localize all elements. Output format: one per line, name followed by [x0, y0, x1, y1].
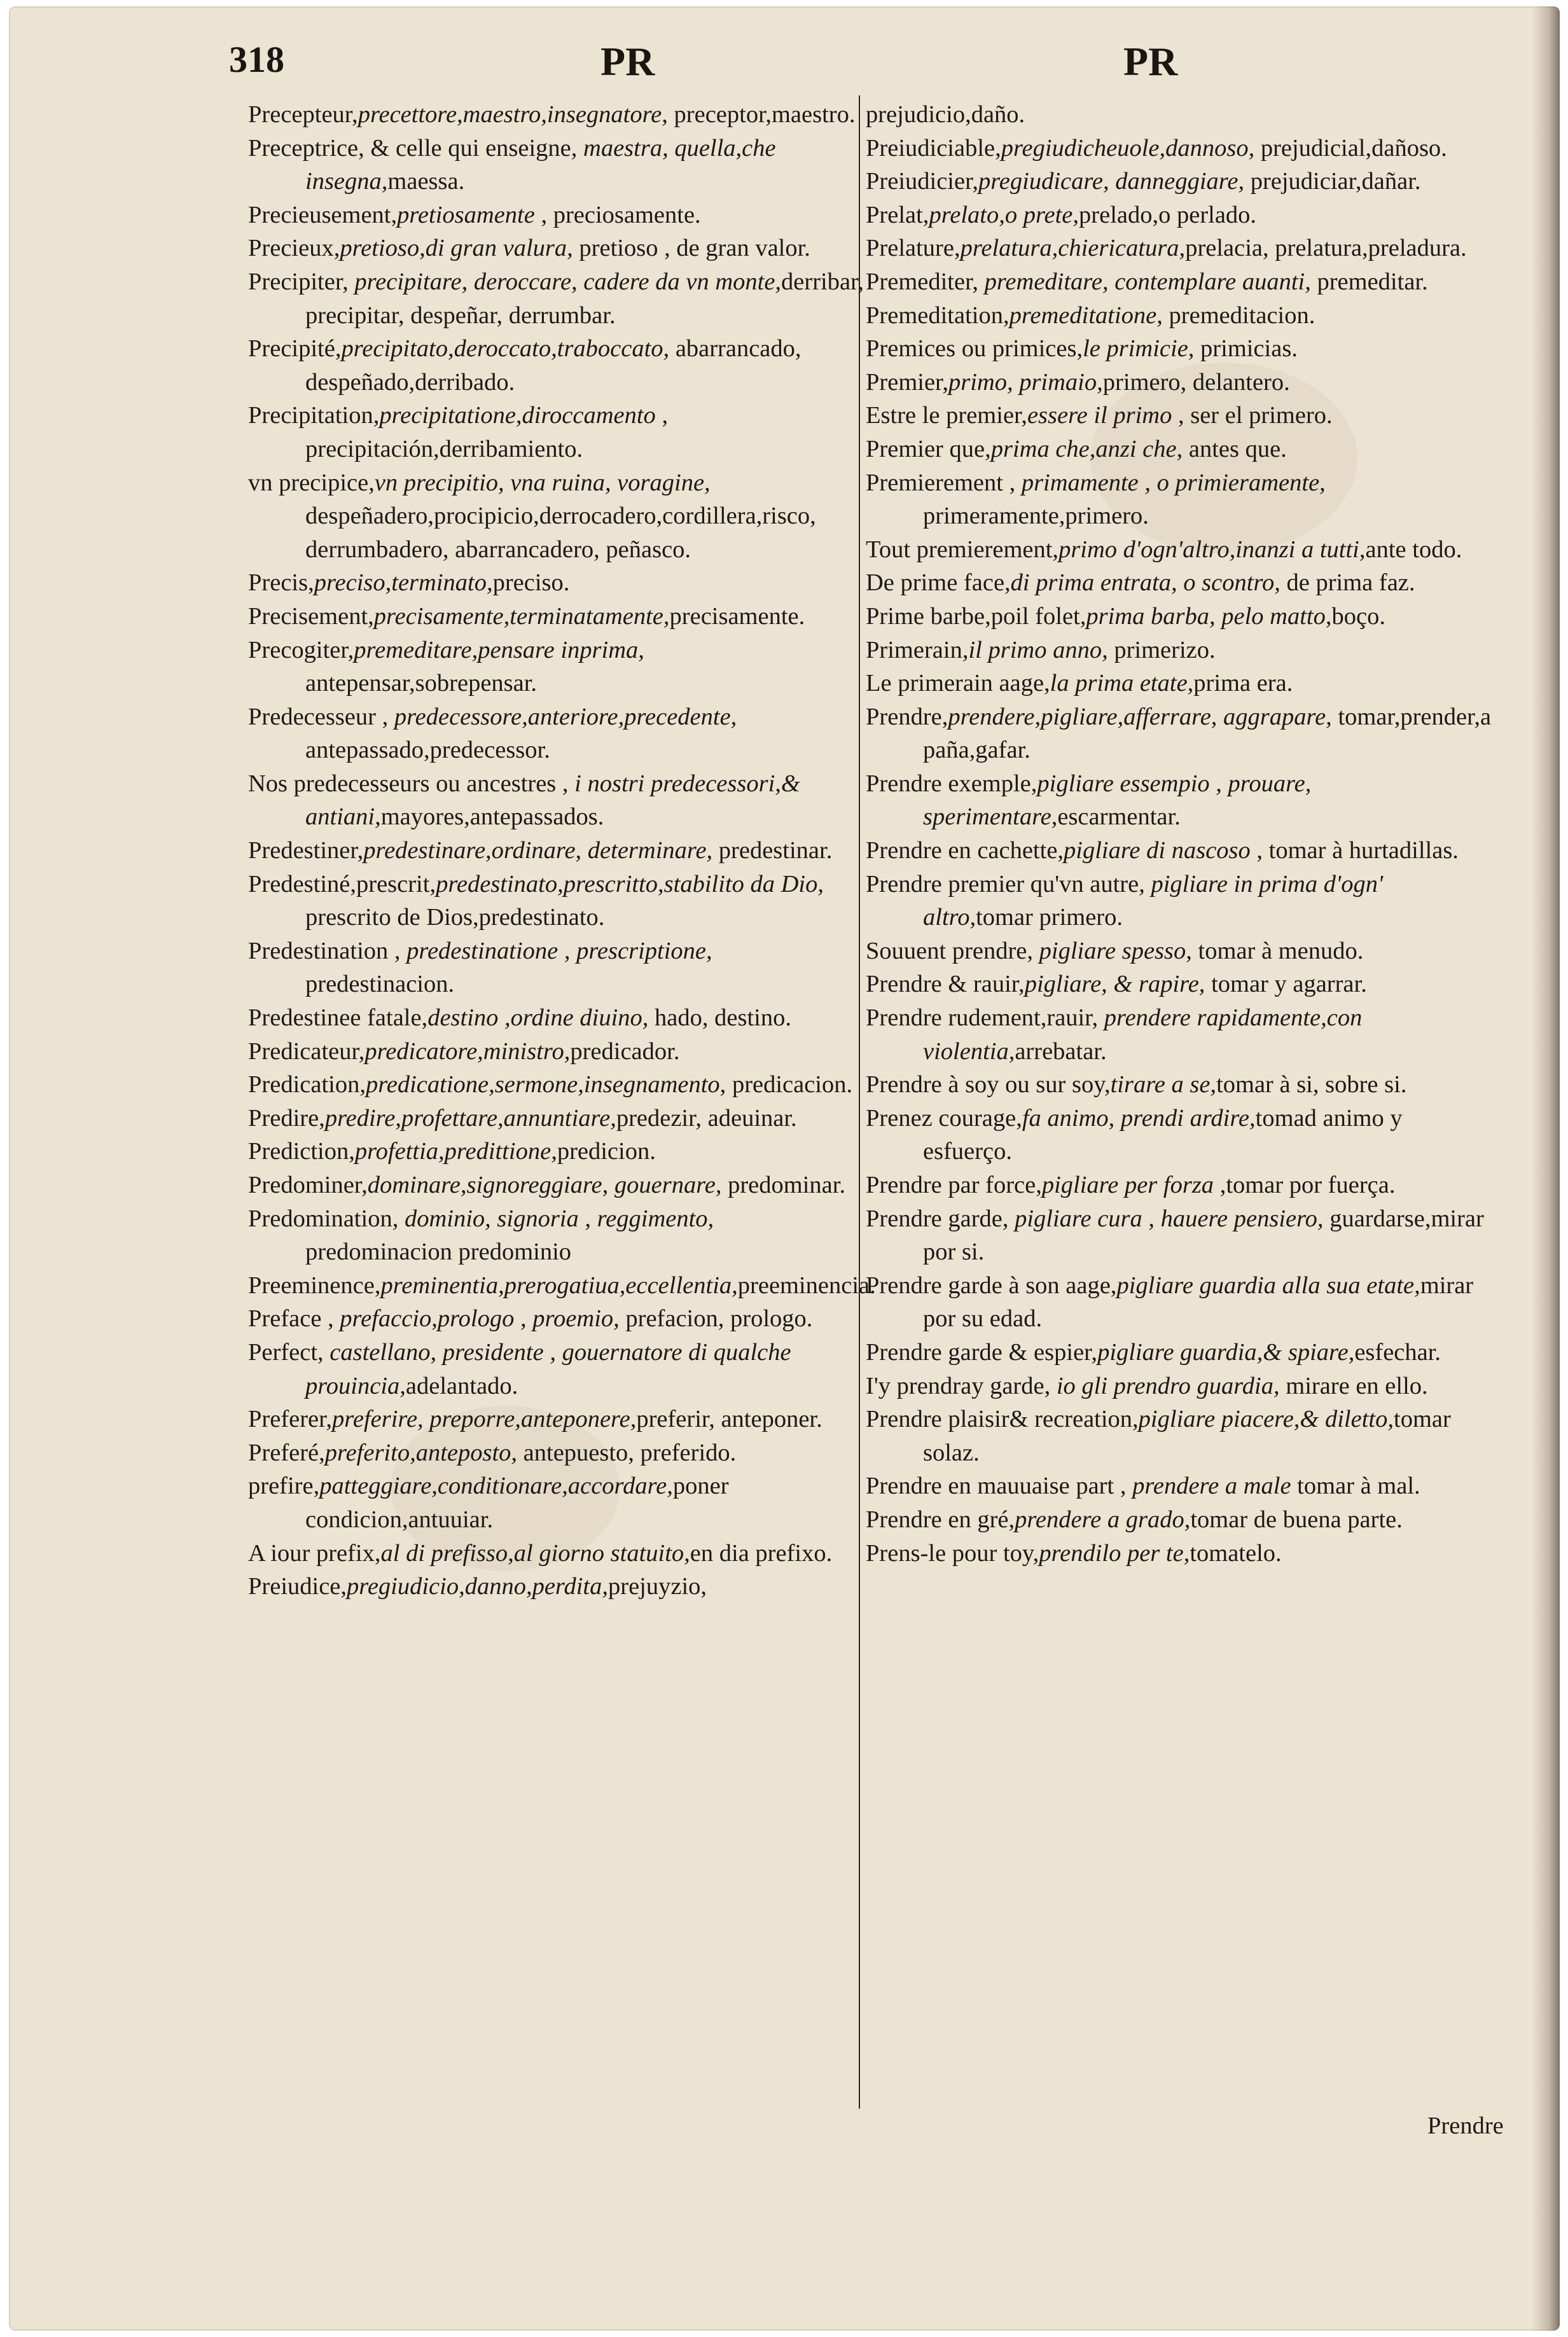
entry-spanish: prelacia, prelatura,preladura. — [1185, 235, 1467, 262]
entry-spanish: , preceptor,maestro. — [662, 101, 856, 128]
entry-headword: Predecesseur , — [248, 703, 394, 730]
entry-spanish: esfechar. — [1354, 1338, 1441, 1366]
entry-italian: preminentia,prerogatiua,eccellentia, — [380, 1272, 738, 1299]
entry-headword: Tout premierement, — [866, 536, 1059, 563]
dictionary-entry — [248, 1168, 865, 1202]
entry-italian: prendere a male — [1132, 1473, 1291, 1500]
entry-italian: prelatura,chiericatura, — [960, 235, 1186, 262]
entry-italian: prima barba, pelo matto, — [1086, 602, 1332, 630]
entry-headword: I'y prendray garde, — [866, 1372, 1057, 1399]
entry-italian: pregiudicheuole,dannoso, — [1001, 134, 1255, 162]
entry-italian: maestra, quella,che insegna, — [305, 134, 776, 195]
entry-headword: De prime face, — [866, 569, 1011, 597]
dictionary-entry — [248, 868, 865, 934]
entry-italian: pigliare guardia alla sua etate, — [1116, 1272, 1420, 1299]
entry-italian: castellano, presidente , gouernatore di qualche prouincia, — [305, 1338, 791, 1399]
entry-italian: prima che,anzi che, — [990, 435, 1183, 462]
entry-headword: Predestiné,prescrit, — [248, 870, 436, 898]
entry-spanish: antepuesto, preferido. — [517, 1439, 737, 1466]
dictionary-entry — [866, 834, 1495, 868]
entry-italian: pigliare spesso, — [1039, 937, 1192, 964]
entry-headword: Precipité, — [248, 335, 342, 363]
entry-headword: Preface , — [248, 1305, 340, 1333]
entry-spanish: pretioso , de gran valor. — [572, 235, 810, 262]
dictionary-entry — [248, 466, 865, 567]
dictionary-entry — [248, 1035, 865, 1069]
entry-spanish: escarmentar. — [1057, 803, 1181, 831]
dictionary-entry — [866, 533, 1495, 567]
entry-italian: i nostri predecessori,& antiani, — [305, 770, 800, 831]
entry-spanish: maessa. — [387, 168, 465, 195]
entry-headword: Premier que, — [866, 435, 991, 462]
dictionary-entry — [866, 1370, 1495, 1403]
entry-italian: predecessore,anteriore,precedente, — [394, 703, 737, 730]
entry-headword: Precepteur, — [248, 101, 358, 128]
entry-spanish: primicias. — [1194, 335, 1298, 363]
entry-spanish: tomar à mal. — [1291, 1473, 1420, 1500]
entry-headword: Preferé, — [248, 1439, 325, 1466]
entry-italian: prefaccio,prologo , proemio, — [340, 1305, 620, 1333]
entry-headword: Preiudice, — [248, 1573, 347, 1600]
entry-italian: predicatione,sermone,insegnamento, — [365, 1071, 726, 1099]
entry-italian: prendere rapidamente,con violentia, — [923, 1004, 1363, 1065]
entry-italian: al di prefisso,al giorno statuito, — [380, 1539, 690, 1567]
entry-italian: preferire, preporre,anteponere, — [332, 1406, 637, 1433]
entry-spanish: boço. — [1331, 602, 1385, 630]
entry-headword: Estre le premier, — [866, 402, 1027, 429]
book-page — [9, 6, 1560, 2331]
entry-italian: pregiudicare, danneggiare, — [978, 168, 1245, 195]
dictionary-entry — [866, 667, 1495, 700]
entry-italian: pigliare guardia,& spiare, — [1097, 1338, 1355, 1366]
entry-spanish: mirar por su edad. — [923, 1272, 1474, 1333]
entry-italian: predire,profettare,annuntiare, — [324, 1104, 616, 1132]
entry-headword: Prenez courage, — [866, 1104, 1022, 1132]
entry-spanish: de prima faz. — [1280, 569, 1415, 597]
dictionary-entry — [248, 1068, 865, 1102]
dictionary-entry — [248, 1469, 865, 1536]
dictionary-entry — [866, 934, 1495, 968]
running-head-left: PR — [600, 39, 655, 84]
entry-headword: Precipiter, — [248, 268, 355, 295]
dictionary-entry — [866, 868, 1495, 934]
entry-headword: Prendre à soy ou sur soy, — [866, 1071, 1111, 1099]
entry-italian: preferito,anteposto, — [324, 1439, 518, 1466]
dictionary-entry — [866, 332, 1495, 366]
entry-italian: primo d'ogn'altro,inanzi a tutti, — [1058, 536, 1366, 563]
dictionary-entry — [866, 265, 1495, 299]
entry-headword: Prelature, — [866, 235, 961, 262]
entry-headword: Prendre exemple, — [866, 770, 1037, 797]
entry-spanish: , precipitación,derribamiento. — [305, 402, 669, 462]
entry-spanish: ,tomar por fuerça. — [1214, 1172, 1396, 1198]
entry-spanish: preciso. — [492, 569, 570, 597]
entry-italian: di prima entrata, o scontro, — [1010, 569, 1280, 597]
entry-headword: Le primerain aage, — [866, 670, 1050, 697]
dictionary-entry — [866, 198, 1495, 232]
entry-italian: precipitare, deroccare, cadere da vn monte, — [354, 268, 782, 295]
entry-italian: profettia,predittione, — [354, 1138, 557, 1165]
entry-italian: prelato,o prete, — [929, 201, 1079, 228]
entry-spanish: , preciosamente. — [534, 201, 701, 228]
entry-italian: pigliare, & rapire, — [1024, 971, 1205, 998]
entry-headword: Preiudiciable, — [866, 134, 1001, 162]
dictionary-entry — [248, 1135, 865, 1168]
dictionary-entry — [248, 1537, 865, 1571]
entry-spanish: prejudicial,dañoso. — [1254, 134, 1447, 162]
dictionary-entry — [248, 767, 865, 834]
dictionary-entry — [248, 1436, 865, 1470]
entry-spanish: antes que. — [1183, 435, 1287, 462]
entry-headword: A iour prefix, — [248, 1539, 381, 1567]
entry-headword: Precis, — [248, 569, 314, 597]
entry-spanish: prescrito de Dios,predestinato. — [305, 904, 605, 931]
entry-headword: Predestination , — [248, 937, 407, 964]
dictionary-entry — [866, 1102, 1495, 1168]
entry-italian: premeditatione, — [1009, 302, 1163, 329]
entry-headword: Precieusement, — [248, 201, 398, 228]
entry-headword: Predire, — [248, 1104, 325, 1132]
dictionary-entry — [248, 98, 865, 132]
entry-italian: tirare a se, — [1110, 1071, 1217, 1099]
entry-spanish: tomar de buena parte. — [1190, 1506, 1403, 1533]
entry-headword: Preferer, — [248, 1406, 333, 1433]
dictionary-entry — [248, 399, 865, 466]
entry-italian: destino ,ordine diuino, — [427, 1004, 649, 1032]
entry-headword: Predominer, — [248, 1172, 368, 1198]
entry-italian: predestinare,ordinare, determinare, — [363, 837, 713, 864]
dictionary-entry — [866, 132, 1495, 165]
right-column — [866, 98, 1495, 1570]
entry-headword: Precipitation, — [248, 402, 380, 429]
entry-italian: pigliare essempio , prouare, sperimentare, — [923, 770, 1312, 831]
dictionary-entry — [866, 700, 1495, 767]
dictionary-entry — [248, 1001, 865, 1035]
entry-italian: preciso,terminato, — [314, 569, 493, 597]
entry-italian: pigliare di nascoso — [1064, 837, 1251, 864]
dictionary-entry — [866, 399, 1495, 433]
entry-italian: pigliare in prima d'ogn' altro, — [923, 870, 1384, 931]
entry-italian: vn precipitio, vna ruina, voragine, — [374, 469, 711, 496]
entry-spanish: tomatelo. — [1190, 1539, 1282, 1567]
entry-spanish: derribar, precipitar, despeñar, derrumbar. — [305, 268, 864, 329]
entry-spanish: precisamente. — [669, 602, 805, 630]
dictionary-entry — [866, 967, 1495, 1001]
entry-spanish: , tomar à hurtadillas. — [1250, 837, 1459, 864]
entry-italian: pigliare cura , hauere pensiero, — [1015, 1205, 1324, 1232]
entry-italian: precipitato,deroccato,traboccato, — [341, 335, 670, 363]
entry-spanish: mayores,antepassados. — [380, 803, 604, 831]
entry-italian: pigliare per forza — [1041, 1172, 1214, 1198]
entry-headword: Prendre garde & espier, — [866, 1338, 1098, 1366]
entry-italian: le primicie, — [1083, 335, 1195, 363]
dictionary-entry — [866, 433, 1495, 466]
entry-headword: Souuent prendre, — [866, 937, 1039, 964]
entry-headword: Predicateur, — [248, 1037, 365, 1065]
entry-headword: Preeminence, — [248, 1272, 381, 1299]
entry-italian: primamente , o primieramente, — [1021, 469, 1326, 496]
entry-italian: prendere,pigliare,afferrare, aggrapare, — [948, 703, 1332, 730]
entry-headword: vn precipice, — [248, 469, 375, 496]
entry-spanish: prejudicio,daño. — [866, 101, 1025, 128]
entry-spanish: tomar à si, sobre si. — [1216, 1071, 1407, 1099]
entry-headword: Prendre & rauir, — [866, 971, 1025, 998]
dictionary-entry — [866, 165, 1495, 198]
entry-headword: Premeditation, — [866, 302, 1009, 329]
entry-headword: Prime barbe,poil folet, — [866, 602, 1086, 630]
dictionary-entry — [866, 566, 1495, 600]
entry-italian: dominare,signoreggiare, gouernare, — [367, 1172, 722, 1198]
entry-italian: prendere a grado, — [1015, 1506, 1191, 1533]
dictionary-entry — [248, 132, 865, 198]
entry-italian: primo, primaio, — [948, 368, 1103, 396]
dictionary-entry — [866, 1336, 1495, 1370]
entry-headword: Prendre par force, — [866, 1172, 1042, 1198]
entry-italian: pregiudicio,danno,perdita, — [347, 1573, 608, 1600]
entry-spanish: tomar solaz. — [923, 1406, 1451, 1466]
entry-headword: Prelat, — [866, 201, 929, 228]
entry-spanish: prejudiciar,dañar. — [1244, 168, 1421, 195]
entry-spanish: poner condicion,antuuiar. — [305, 1473, 729, 1533]
entry-italian: essere il primo — [1027, 402, 1172, 429]
entry-headword: Nos predecesseurs ou ancestres , — [248, 770, 575, 797]
entry-italian: fa animo, prendi ardire, — [1022, 1104, 1256, 1132]
dictionary-entry — [866, 1068, 1495, 1102]
entry-spanish: tomar y agarrar. — [1205, 971, 1367, 998]
entry-headword: Predomination, — [248, 1205, 405, 1232]
entry-spanish: prelado,o perlado. — [1079, 201, 1257, 228]
dictionary-entry — [248, 566, 865, 600]
dictionary-entry — [866, 366, 1495, 399]
dictionary-entry — [866, 1537, 1495, 1571]
entry-italian: predestinatione , prescriptione, — [406, 937, 712, 964]
entry-headword: Precieux, — [248, 235, 340, 262]
entry-spanish: arrebatar. — [1015, 1037, 1107, 1065]
entry-headword: Premediter, — [866, 268, 985, 295]
dictionary-entry — [248, 1570, 865, 1604]
entry-spanish: tomar à menudo. — [1191, 937, 1364, 964]
entry-spanish: hado, destino. — [648, 1004, 791, 1032]
entry-headword: Preiudicier, — [866, 168, 978, 195]
entry-headword: Prendre en gré, — [866, 1506, 1015, 1533]
left-column — [248, 98, 876, 1604]
entry-italian: la prima etate, — [1050, 670, 1194, 697]
dictionary-entry — [248, 332, 865, 399]
dictionary-entry — [866, 299, 1495, 333]
entry-headword: Prendre premier qu'vn autre, — [866, 870, 1151, 898]
entry-spanish: preferir, anteponer. — [636, 1406, 822, 1433]
dictionary-entry — [866, 634, 1495, 667]
dictionary-entry — [248, 198, 865, 232]
entry-headword: Predication, — [248, 1071, 366, 1099]
entry-spanish: prejuyzio, — [608, 1573, 707, 1600]
entry-spanish: predestinacion. — [305, 971, 455, 998]
entry-spanish: premeditar. — [1310, 268, 1428, 295]
page-number: 318 — [229, 39, 284, 80]
dictionary-entry — [248, 1202, 865, 1269]
entry-spanish: , ser el primero. — [1172, 402, 1333, 429]
entry-spanish: primerizo. — [1107, 636, 1216, 663]
dictionary-entry — [248, 232, 865, 265]
entry-spanish: predezir, adeuinar. — [616, 1104, 797, 1132]
entry-spanish: tomar primero. — [976, 904, 1123, 931]
entry-spanish: predestinar. — [712, 837, 833, 864]
entry-spanish: tomar,prender,a paña,gafar. — [923, 703, 1492, 764]
entry-spanish: despeñadero,procipicio,derrocadero,cordillera,risco, derrumbadero, abarrancadero, peñasco. — [305, 503, 816, 563]
dictionary-entry — [866, 1202, 1495, 1269]
dictionary-entry — [248, 1302, 865, 1336]
entry-italian: pretiosamente — [397, 201, 535, 228]
entry-spanish: adelantado. — [405, 1372, 518, 1399]
dictionary-entry — [866, 98, 1495, 132]
entry-headword: Perfect, — [248, 1338, 330, 1366]
entry-spanish: predominar. — [721, 1172, 846, 1198]
entry-spanish: predicacion. — [726, 1071, 853, 1099]
dictionary-entry — [248, 1336, 865, 1403]
entry-headword: Prendre plaisir& recreation, — [866, 1406, 1139, 1433]
entry-spanish: en dia prefixo. — [690, 1539, 833, 1567]
dictionary-entry — [866, 1168, 1495, 1202]
dictionary-entry — [248, 1269, 876, 1303]
dictionary-entry — [866, 1403, 1495, 1469]
dictionary-entry — [248, 1102, 865, 1135]
entry-headword: Prediction, — [248, 1138, 355, 1165]
entry-italian: prendilo per te, — [1039, 1539, 1190, 1567]
dictionary-entry — [866, 1503, 1495, 1537]
dictionary-entry — [248, 834, 865, 868]
entry-headword: Primerain, — [866, 636, 969, 663]
dictionary-entry — [866, 767, 1495, 834]
page-gutter-shadow — [1532, 6, 1560, 2331]
entry-spanish: prima era. — [1193, 670, 1293, 697]
entry-headword: Preceptrice, & celle qui enseigne, — [248, 134, 584, 162]
dictionary-entry — [866, 232, 1495, 265]
entry-headword: Prendre en mauuaise part , — [866, 1473, 1133, 1500]
entry-spanish: ante todo. — [1365, 536, 1462, 563]
entry-spanish: guardarse,mirar por si. — [923, 1205, 1484, 1266]
entry-italian: precipitatione,diroccamento — [379, 402, 656, 429]
dictionary-entry — [866, 1001, 1495, 1068]
entry-spanish: tomad animo y esfuerço. — [923, 1104, 1403, 1165]
entry-spanish: predicador. — [570, 1037, 680, 1065]
entry-italian: il primo anno, — [968, 636, 1108, 663]
entry-headword: Premier, — [866, 368, 948, 396]
entry-italian: patteggiare,conditionare,accordare, — [319, 1473, 673, 1500]
entry-spanish: primero, delantero. — [1102, 368, 1290, 396]
entry-headword: Premices ou primices, — [866, 335, 1083, 363]
dictionary-entry — [866, 1269, 1495, 1336]
entry-spanish: premeditacion. — [1162, 302, 1315, 329]
entry-italian: precisamente,terminatamente, — [373, 602, 670, 630]
entry-spanish: preeminencia. — [737, 1272, 876, 1299]
entry-italian: pretioso,di gran valura, — [340, 235, 573, 262]
entry-spanish: prefacion, prologo. — [619, 1305, 813, 1333]
entry-headword: Prendre garde, — [866, 1205, 1015, 1232]
entry-spanish: primeramente,primero. — [923, 503, 1149, 530]
entry-italian: predicatore,ministro, — [364, 1037, 571, 1065]
entry-headword: Prendre en cachette, — [866, 837, 1064, 864]
dictionary-entry — [248, 1403, 865, 1436]
entry-headword: Precisement, — [248, 602, 374, 630]
entry-italian: predestinato,prescritto,stabilito da Dio, — [436, 870, 824, 898]
entry-italian: pigliare piacere,& diletto, — [1138, 1406, 1394, 1433]
entry-headword: Prendre garde à son aage, — [866, 1272, 1117, 1299]
entry-headword: prefire, — [248, 1473, 320, 1500]
dictionary-entry — [248, 600, 865, 634]
entry-headword: Predestinee fatale, — [248, 1004, 428, 1032]
entry-headword: Prens-le pour toy, — [866, 1539, 1039, 1567]
entry-spanish: predicion. — [557, 1138, 656, 1165]
entry-italian: dominio, signoria , reggimento, — [404, 1205, 714, 1232]
entry-headword: Precogiter, — [248, 636, 354, 663]
entry-headword: Premierement , — [866, 469, 1022, 496]
dictionary-entry — [866, 466, 1495, 533]
entry-spanish: antepassado,predecessor. — [305, 737, 550, 764]
entry-headword: Predestiner, — [248, 837, 364, 864]
dictionary-entry — [866, 1469, 1495, 1503]
entry-spanish: abarrancado, despeñado,derribado. — [305, 335, 801, 396]
entry-spanish: mirare en ello. — [1279, 1372, 1428, 1399]
dictionary-entry — [248, 265, 865, 332]
catchword: Prendre — [1427, 2112, 1504, 2139]
dictionary-entry — [248, 934, 865, 1001]
running-head-right: PR — [1123, 39, 1178, 84]
dictionary-entry — [248, 634, 865, 700]
entry-italian: io gli prendro guardia, — [1056, 1372, 1280, 1399]
entry-spanish: predominacion predominio — [305, 1238, 572, 1266]
entry-headword: Prendre, — [866, 703, 948, 730]
entry-italian: premeditare,pensare inprima, — [354, 636, 644, 663]
entry-italian: precettore,maestro,insegnatore — [357, 101, 662, 128]
dictionary-entry — [248, 700, 865, 767]
entry-headword: Prendre rudement,rauir, — [866, 1004, 1104, 1032]
dictionary-entry — [866, 600, 1495, 634]
entry-italian: premeditare, contemplare auanti, — [984, 268, 1311, 295]
entry-spanish: antepensar,sobrepensar. — [305, 670, 538, 697]
